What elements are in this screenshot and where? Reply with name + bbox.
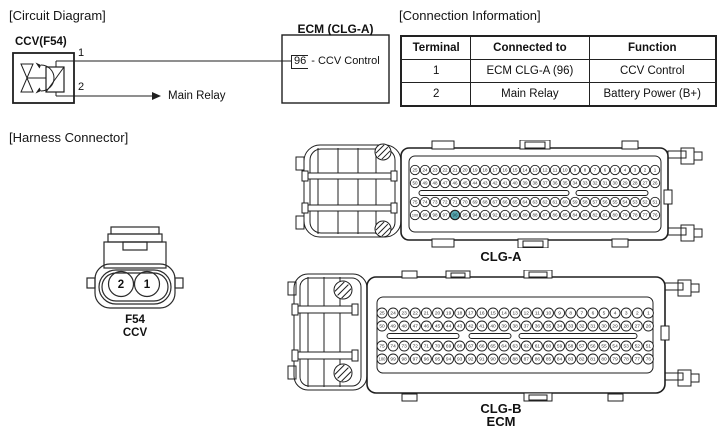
header-terminal: Terminal [401, 36, 471, 60]
pin-number: 96 [423, 357, 430, 363]
pin-number: 43 [482, 180, 488, 186]
pin-number: 18 [482, 167, 488, 173]
pin-number: 64 [501, 344, 507, 350]
pin-number: 8 [569, 311, 573, 317]
pin-number: 71 [423, 344, 430, 350]
mount-hook-bar [668, 151, 686, 158]
boot-rail-cap [391, 171, 397, 181]
pin-number: 13 [532, 167, 538, 173]
mount-hook-end [678, 280, 691, 296]
pin-number: 15 [512, 167, 518, 173]
pin-number: 64 [522, 199, 528, 205]
pin-number: 23 [432, 167, 438, 173]
pin-number: 41 [502, 180, 508, 186]
pin-number: 94 [472, 212, 478, 218]
pin-number: 63 [532, 199, 538, 205]
pin-number: 16 [479, 311, 485, 317]
pin-number: 82 [579, 357, 585, 363]
pin-number: 86 [552, 212, 558, 218]
pin-number: 10 [562, 167, 568, 173]
pin-number: 45 [434, 324, 441, 330]
pin-number: 81 [590, 357, 596, 363]
boot-rail [306, 205, 393, 211]
pin-number: 98 [401, 357, 407, 363]
pin-number: 4 [613, 311, 617, 317]
pin-number: 26 [652, 180, 658, 186]
pin-number: 54 [612, 344, 618, 350]
clip-tab [402, 394, 417, 401]
boot-rail-cap [302, 203, 308, 213]
pin-number: 7 [580, 311, 584, 317]
boot-inner-outline [310, 149, 395, 233]
pin-number: 40 [512, 180, 518, 186]
arrowhead-bottom [36, 88, 42, 94]
pin-number: 30 [601, 324, 607, 330]
f54-connector-svg [86, 226, 184, 312]
f54-latch-tab [123, 242, 147, 250]
pin-number: 88 [532, 212, 538, 218]
pin-number: 68 [457, 344, 463, 350]
pin-number: 39 [522, 180, 528, 186]
mount-hook-bar [668, 228, 686, 235]
table-row [401, 83, 716, 107]
pin-number: 53 [632, 199, 638, 205]
pin-number: 47 [412, 324, 418, 330]
pin-number: 90 [490, 357, 496, 363]
pin-number: 9 [573, 167, 577, 173]
pin-number: 83 [582, 212, 588, 218]
pin-number: 92 [468, 357, 474, 363]
main-relay-label: Main Relay [168, 90, 226, 102]
cell-terminal-1: 1 [401, 60, 471, 83]
pin-number: 51 [645, 344, 652, 350]
pin-number: 5 [602, 311, 606, 317]
cell-function-1: CCV Control [589, 60, 716, 83]
pin-number: 2 [643, 167, 647, 173]
pin-number: 24 [422, 167, 428, 173]
boot-rail-cap [302, 171, 308, 181]
pin-number: 31 [590, 324, 596, 330]
pin-number: 9 [558, 311, 561, 317]
pin-number: 37 [523, 324, 529, 330]
pin-number: 97 [442, 212, 448, 218]
boot-rail [296, 352, 354, 359]
pin-number: 81 [602, 212, 608, 218]
pin-number: 39 [501, 324, 507, 330]
pin-number: 89 [522, 212, 528, 218]
pin-number: 65 [512, 199, 518, 205]
pin-number: 74 [390, 344, 396, 350]
pin-number: 100 [411, 213, 419, 218]
pin-number: 17 [468, 311, 474, 317]
pin-number: 34 [572, 180, 578, 186]
mount-hook-bar [665, 283, 683, 290]
pin-number: 51 [652, 199, 658, 205]
connector-body [401, 148, 668, 240]
pin-number: 36 [534, 324, 541, 330]
pin-number: 57 [579, 344, 585, 350]
pin-number: 77 [642, 212, 648, 218]
boot-outline [294, 274, 367, 390]
pin-number: 76 [652, 212, 658, 218]
valve-coil-diagonal [46, 67, 64, 92]
clg-a-drawing [296, 140, 702, 248]
pin-number: 35 [562, 180, 568, 186]
pin-number: 60 [562, 199, 568, 205]
pin-number: 30 [612, 180, 618, 186]
mount-hook-end [681, 148, 694, 164]
clip-tab [402, 271, 417, 278]
pin-number: 10 [545, 311, 552, 317]
pin-number: 67 [492, 199, 498, 205]
boot-rail-cap [352, 350, 358, 361]
pin-number: 95 [434, 357, 441, 363]
pin-number: 17 [492, 167, 498, 173]
pin-number: 6 [591, 311, 595, 317]
pin-number: 15 [490, 311, 496, 317]
pin-number: 56 [602, 199, 608, 205]
pin-number: 69 [472, 199, 478, 205]
pin-number: 5 [613, 167, 617, 173]
keying-notch [661, 326, 669, 340]
boot-rail-cap [292, 304, 298, 315]
pin-number: 47 [442, 180, 448, 186]
pin-number: 21 [452, 167, 458, 173]
pin-number: 33 [582, 180, 588, 186]
pin-number: 28 [623, 324, 629, 330]
pin-number: 76 [645, 357, 652, 363]
terminal-1-label: 1 [78, 47, 85, 59]
pin-number: 31 [602, 180, 608, 186]
pin-number: 1 [653, 167, 657, 173]
pin-number: 73 [432, 199, 438, 205]
pin-number: 89 [501, 357, 507, 363]
pin-number: 61 [534, 344, 541, 350]
header-connected-to: Connected to [471, 36, 589, 60]
mount-hook-cap [694, 229, 702, 237]
boot-lug [296, 216, 304, 229]
boot-rail-cap [391, 203, 397, 213]
pin-number: 70 [434, 344, 441, 350]
pin-number: 59 [556, 344, 563, 350]
pin-number: 63 [512, 344, 518, 350]
pin-number: 66 [479, 344, 485, 350]
pin-number: 8 [583, 167, 587, 173]
harness-connector-title: [Harness Connector] [9, 130, 129, 145]
pin-number: 73 [401, 344, 407, 350]
pin-number: 38 [532, 180, 538, 186]
pin-number: 80 [601, 357, 607, 363]
arrowhead-top [36, 63, 42, 69]
boot-rail [306, 173, 393, 179]
pin-number: 44 [472, 180, 478, 186]
pin-number: 52 [642, 199, 648, 205]
pin-number: 62 [523, 344, 529, 350]
pin-number: 87 [542, 212, 548, 218]
pin-number: 32 [592, 180, 598, 186]
clip-tab [432, 141, 454, 149]
pin-number: 93 [482, 212, 488, 218]
pin-number: 44 [445, 324, 452, 330]
mount-hook-bar [665, 373, 683, 380]
pin-number: 100 [378, 356, 386, 362]
pin-number: 97 [412, 357, 418, 363]
pin-number: 25 [412, 167, 418, 173]
boot-rail-cap [352, 304, 358, 315]
pin-number: 11 [552, 167, 558, 173]
pin-number: 55 [612, 199, 618, 205]
circuit-diagram-title: [Circuit Diagram] [9, 8, 106, 23]
pin-number: 99 [390, 357, 396, 363]
pin-number: 13 [512, 311, 518, 317]
pin-number: 62 [542, 199, 548, 205]
pin-number: 29 [622, 180, 628, 186]
ecm-pin-function: - CCV Control [311, 55, 380, 67]
pin-number: 94 [445, 357, 452, 363]
pin-number: 72 [412, 344, 418, 350]
clip-tab [612, 239, 628, 247]
clg-a-label: CLG-A [480, 249, 522, 264]
pin-number: 99 [422, 212, 428, 218]
pin-number: 23 [401, 311, 407, 317]
pin-number: 18 [457, 311, 463, 317]
pin-number: 57 [592, 199, 598, 205]
connection-information-title: [Connection Information] [399, 8, 541, 23]
pin-number: 46 [423, 324, 430, 330]
pin-number: 42 [492, 180, 498, 186]
pin-number: 50 [379, 324, 385, 330]
cell-connected-1: ECM CLG-A (96) [471, 60, 589, 83]
pin-number: 7 [593, 167, 597, 173]
pin-number: 4 [623, 167, 627, 173]
pin-number: 55 [601, 344, 607, 350]
pin-number: 84 [572, 212, 578, 218]
pin-number: 65 [490, 344, 496, 350]
pin-number: 60 [545, 344, 552, 350]
pin-number: 93 [457, 357, 463, 363]
pin-number: 14 [501, 311, 507, 317]
pin-number: 38 [512, 324, 518, 330]
pin-number: 86 [534, 357, 541, 363]
pin-number: 92 [492, 212, 498, 218]
clip-tab [608, 394, 623, 401]
clip-tab [432, 239, 454, 247]
mount-hook-cap [694, 152, 702, 160]
pin-number: 1 [647, 311, 650, 317]
pin-number: 48 [401, 324, 407, 330]
pin-number: 95 [462, 212, 468, 218]
boot-rail-cap [292, 350, 298, 361]
pin-number: 87 [523, 357, 529, 363]
pin-number: 34 [556, 324, 563, 330]
pin-number: 58 [582, 199, 588, 205]
f54-cavity-1-number: 1 [143, 279, 151, 291]
pin-number: 20 [434, 311, 441, 317]
pin-number: 80 [612, 212, 618, 218]
pin-number: 74 [422, 199, 428, 205]
pin-number: 49 [390, 324, 396, 330]
main-relay-arrowhead [152, 92, 161, 100]
pin-number: 49 [422, 180, 428, 186]
pin-number: 54 [622, 199, 628, 205]
pin-number: 48 [432, 180, 438, 186]
keying-notch [664, 190, 672, 204]
f54-wing-left [87, 278, 95, 288]
pin-number: 61 [552, 199, 558, 205]
pin-number: 25 [379, 311, 385, 317]
pin-number: 53 [623, 344, 629, 350]
f54-cavity-2-number: 2 [117, 279, 125, 291]
ecm-pin-number: 96 [291, 55, 308, 69]
pin-number: 26 [645, 324, 652, 330]
pin-number: 78 [623, 357, 629, 363]
pin-number: 82 [592, 212, 598, 218]
f54-name-label: CCV [122, 327, 148, 339]
pin-number: 46 [452, 180, 458, 186]
pin-number: 88 [512, 357, 518, 363]
pin-number: 70 [462, 199, 468, 205]
pin-number: 11 [534, 311, 540, 317]
ccv-component-label: CCV(F54) [15, 36, 67, 48]
mount-hook-end [681, 225, 694, 241]
clg-b-drawing [288, 270, 699, 401]
pin-number: 22 [442, 167, 448, 173]
table-header-row [401, 36, 716, 60]
pin-number: 68 [482, 199, 488, 205]
f54-id-label: F54 [125, 314, 145, 326]
pin-number: 90 [512, 212, 518, 218]
pin-number: 37 [542, 180, 548, 186]
pin-number: 6 [603, 167, 607, 173]
pin-number: 50 [412, 180, 418, 186]
pin-number: 32 [579, 324, 585, 330]
clg-b-sublabel: ECM [486, 414, 516, 429]
cell-connected-2: Main Relay [471, 83, 589, 107]
boot-lug [296, 157, 304, 170]
pin-number: 33 [568, 324, 574, 330]
pin-number: 35 [545, 324, 552, 330]
pin-number: 84 [556, 357, 563, 363]
boot-lug [288, 366, 296, 379]
clg-b-connector-svg [286, 270, 716, 402]
pin-number: 43 [457, 324, 463, 330]
pin-number: 91 [479, 357, 485, 363]
pin-number: 52 [634, 344, 640, 350]
pin-number: 58 [568, 344, 574, 350]
connection-info-table [400, 35, 717, 107]
pin-number: 59 [572, 199, 578, 205]
pin-number: 98 [432, 212, 438, 218]
pin-number: 12 [523, 311, 529, 317]
pin-number: 71 [452, 199, 458, 205]
f54-latch-top [111, 227, 159, 234]
pin-number: 79 [622, 212, 628, 218]
pin-number: 24 [390, 311, 396, 317]
pin-number: 83 [568, 357, 574, 363]
clg-b-label: CLG-B [480, 401, 522, 416]
ecm-box-title: ECM (CLG-A) [297, 22, 374, 36]
clg-a-connector-svg [286, 140, 716, 248]
mount-hook-cap [691, 284, 699, 292]
valve-triangle-upper [21, 64, 33, 78]
pin-number: 78 [632, 212, 638, 218]
pin-number: 85 [545, 357, 552, 363]
pin-number: 42 [468, 324, 474, 330]
pin-number: 3 [633, 167, 637, 173]
pin-number: 66 [502, 199, 508, 205]
pin-number: 12 [542, 167, 548, 173]
pin-number: 3 [624, 311, 628, 317]
boot-rail [296, 306, 354, 313]
pin-number: 75 [412, 199, 418, 205]
pin-number: 91 [502, 212, 508, 218]
pin-number: 36 [552, 180, 558, 186]
header-function: Function [589, 36, 716, 60]
pin-number: 19 [472, 167, 478, 173]
pin-number: 72 [442, 199, 448, 205]
cell-function-2: Battery Power (B+) [589, 83, 716, 107]
pin-number: 77 [634, 357, 640, 363]
table-row [401, 60, 716, 83]
pin-number: 45 [462, 180, 468, 186]
pin-number: 14 [522, 167, 528, 173]
pin-number: 27 [642, 180, 648, 186]
pin-number: 22 [412, 311, 418, 317]
pin-number: 41 [479, 324, 485, 330]
valve-triangle-lower [21, 78, 33, 92]
pin-number: 27 [634, 324, 640, 330]
pin-number: 29 [612, 324, 618, 330]
pin-number: 16 [502, 167, 508, 173]
terminal-2-label: 2 [78, 81, 85, 93]
clip-tab [622, 141, 638, 149]
pin-number: 85 [562, 212, 568, 218]
pin-number: 40 [490, 324, 496, 330]
f54-latch-mid [108, 234, 162, 242]
ecm-box [282, 35, 389, 103]
ecm-pin-text [291, 55, 380, 69]
pin-number: 56 [590, 344, 596, 350]
pin-number: 28 [632, 180, 638, 186]
pin-number: 2 [635, 311, 639, 317]
mount-hook-end [678, 370, 691, 386]
pin-number: 21 [423, 311, 430, 317]
pin-number: 69 [445, 344, 452, 350]
f54-wing-right [175, 278, 183, 288]
pin-number: 96 [452, 212, 458, 218]
pin-number: 79 [612, 357, 618, 363]
pin-number: 20 [462, 167, 468, 173]
connector-body [367, 277, 665, 393]
pin-number: 75 [379, 344, 385, 350]
mount-hook-cap [691, 374, 699, 382]
pin-number: 19 [445, 311, 452, 317]
pin-number: 67 [468, 344, 474, 350]
cell-terminal-2: 2 [401, 83, 471, 107]
